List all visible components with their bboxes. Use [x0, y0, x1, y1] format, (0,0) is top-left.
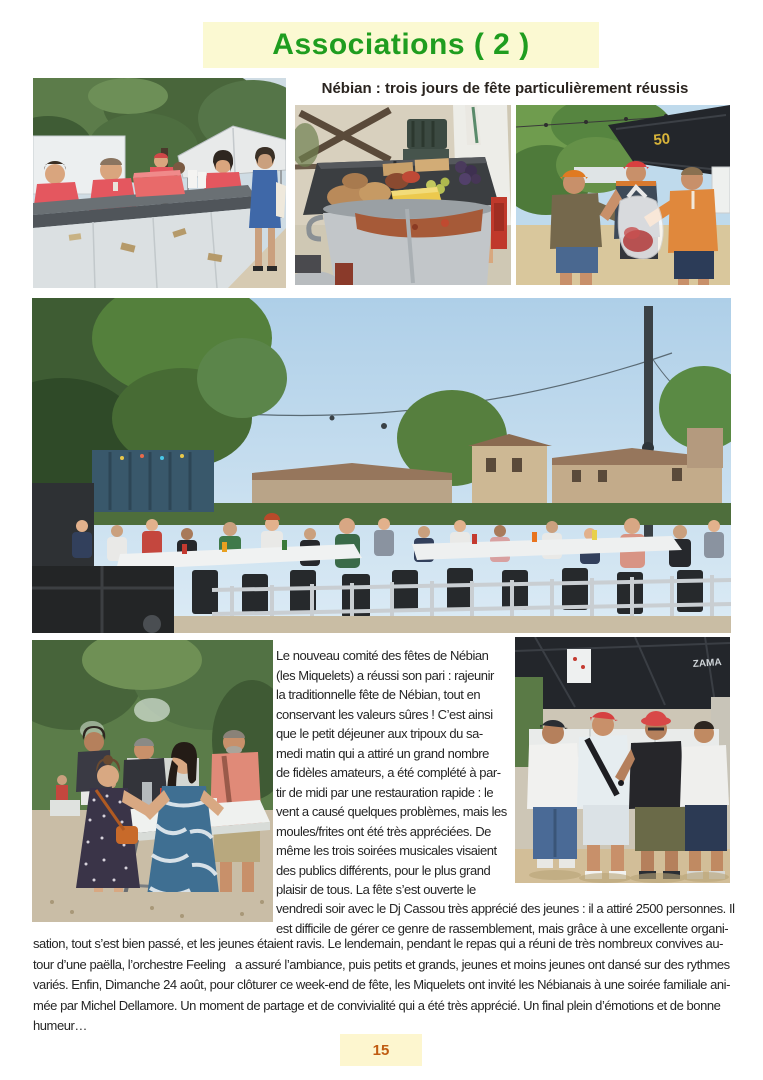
article-full-text [33, 934, 733, 1037]
article-line: conservant les valeurs sûres ! C’est ainsi [276, 706, 493, 722]
counter [33, 185, 261, 288]
photo-large-repas-plein-air [32, 298, 731, 633]
article-line: Le nouveau comité des fêtes de Nébian [276, 648, 489, 663]
photo-top-left-buvette [33, 78, 286, 288]
article-line: plaisir de tous. La fête s’est ouverte le [276, 882, 476, 897]
photo-large-illustration [32, 298, 731, 633]
article-column-text [276, 646, 512, 900]
article-line: des publics différents, pour le plus grand [276, 862, 491, 878]
article-line: que le petit déjeuner aux tripoux du sa- [276, 726, 483, 741]
black-canopy [515, 637, 730, 709]
article-line: tour d’une paëlla, l’orchestre Feeling a assuré l’ambiance, puis petits et grands, jeunes et moins jeunes ont dansé sur des rythmes [33, 956, 730, 972]
article-line: variés. Enfin, Dimanche 24 août, pour clôturer ce week-end de fête, les Miquelets ont invité les Nébianais à une soirée familiale ani- [33, 977, 730, 992]
tent-text-50: 50 [652, 130, 672, 149]
article-line: est difficile de gérer ce genre de rassemblement, mais grâce à une excellente organi- [276, 920, 729, 936]
article-line: moules/frites ont été très appréciées. De [276, 823, 491, 839]
article-line: (les Miquelets) a réussi son pari : rajeunir [276, 667, 494, 683]
photo-top-right-remise-sac [516, 105, 730, 285]
article-line: humeur… [33, 1018, 87, 1033]
page-number: 15 [372, 1041, 390, 1059]
title-banner [203, 22, 599, 68]
page-number-box [340, 1034, 422, 1066]
tent-text-zama: ZAMA [692, 657, 723, 670]
article-line: vendredi soir avec le Dj Cassou très apprécié des jeunes : il a attiré 2500 personnes. Il [276, 901, 735, 916]
photo-top-middle-tripoux [295, 105, 511, 285]
article-line: la traditionnelle fête de Nébian, tout en [276, 687, 481, 702]
ground-strip [174, 616, 731, 633]
photo-bottom-right-quatre-amis [515, 637, 730, 883]
photo-top-left-illustration [33, 78, 286, 288]
article-line: mée par Michel Dellamore. Un moment de partage et de convivialité qui a été très apprécié. Un final plein d’émotions et de bonne [33, 997, 721, 1013]
green-chair [403, 119, 449, 163]
photo-top-right-illustration [516, 105, 730, 285]
photo-bottom-right-illustration [515, 637, 730, 883]
page-title: Associations ( 2 ) [272, 28, 530, 61]
road-case [32, 566, 174, 633]
article-wide-text [276, 899, 734, 938]
article-line: tir de midi par une restauration rapide : le [276, 784, 494, 800]
article-subtitle: Nébian : trois jours de fête particulièrement réussis [321, 80, 689, 97]
photo-bottom-left-illustration [32, 640, 273, 922]
photo-top-middle-illustration [295, 105, 511, 285]
article-line: sation, tout s’est bien passé, et les jeunes étaient ravis. Le lendemain, pendant le repas qui a réuni de très nombreux convives au- [33, 936, 723, 951]
article-line: même les trois soirées musicales visaient [276, 843, 497, 858]
article-line: medi matin qui a attiré un grand nombre [276, 745, 489, 761]
article-line: vent a causé quelques problèmes, mais les [276, 804, 507, 819]
photo-bottom-left-convives [32, 640, 273, 922]
article-line: de fidèles amateurs, a été complété à par- [276, 765, 501, 780]
